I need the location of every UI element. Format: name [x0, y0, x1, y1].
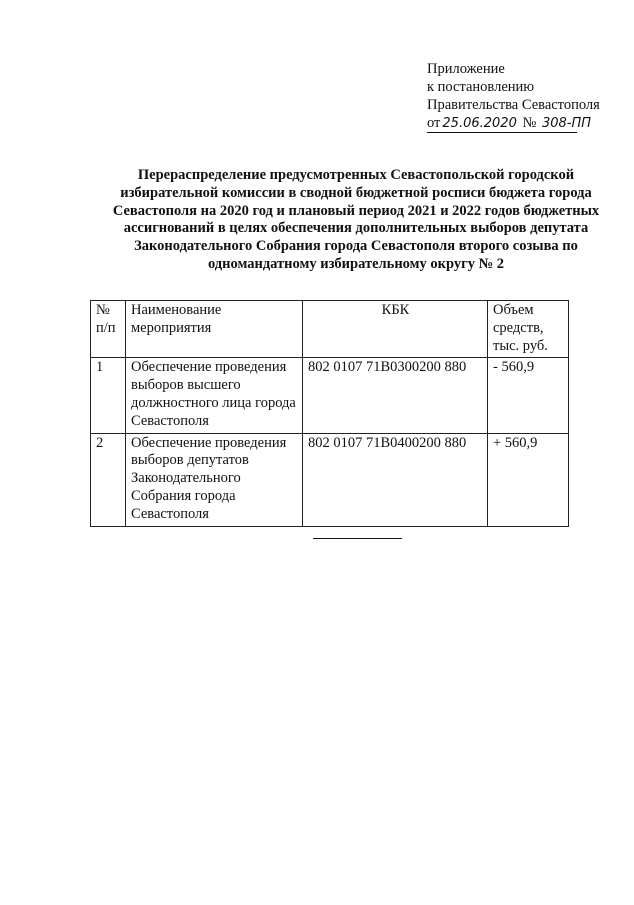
date-number-underline: [427, 114, 591, 133]
header-measure-name: Наименование мероприятия: [126, 301, 303, 358]
header-number: № п/п: [91, 301, 126, 358]
row-number: 1: [91, 358, 126, 433]
header-kbk: КБК: [303, 301, 488, 358]
row-number: 2: [91, 433, 126, 526]
appendix-line-2: к постановлению: [427, 79, 535, 95]
row-measure-name: Обеспечение проведения выборов высшего должностного лица города Севастополя: [126, 358, 303, 433]
row-amount: + 560,9: [488, 433, 569, 526]
table-row: [91, 433, 569, 526]
row-amount: - 560,9: [488, 358, 569, 433]
row-measure-name: Обеспечение проведения выборов депутатов Законодательного Собрания города Севастополя: [126, 433, 303, 526]
row-kbk: 802 0107 71В0300200 880: [303, 358, 488, 433]
document-title: Перераспределение предусмотренных Севастопольской городской избирательной комиссии в сводной бюджетной росписи бюджета города Севастополя на 2020 год и плановый период 2021 и 2022 годов бюджетных ассигнований в целях обеспечения дополнительных выборов депутата Законодательного Собрания города Севастополя второго созыва по одномандатному избирательному округу № 2: [112, 167, 600, 272]
handwritten-number: 308-ПП: [541, 116, 591, 131]
number-prefix: №: [522, 115, 537, 131]
closing-divider: [313, 538, 402, 539]
appendix-line-3: Правительства Севастополя: [427, 97, 600, 113]
handwritten-date: 25.06.2020: [442, 116, 517, 131]
budget-reallocation-table: [90, 300, 569, 527]
date-prefix: от: [427, 115, 441, 131]
appendix-line-1: Приложение: [427, 61, 505, 77]
table-header-row: [91, 301, 569, 358]
table-row: [91, 358, 569, 433]
resolution-date-number: [427, 114, 627, 133]
appendix-block: [427, 60, 627, 133]
row-kbk: 802 0107 71В0400200 880: [303, 433, 488, 526]
header-amount: Объем средств, тыс. руб.: [488, 301, 569, 358]
